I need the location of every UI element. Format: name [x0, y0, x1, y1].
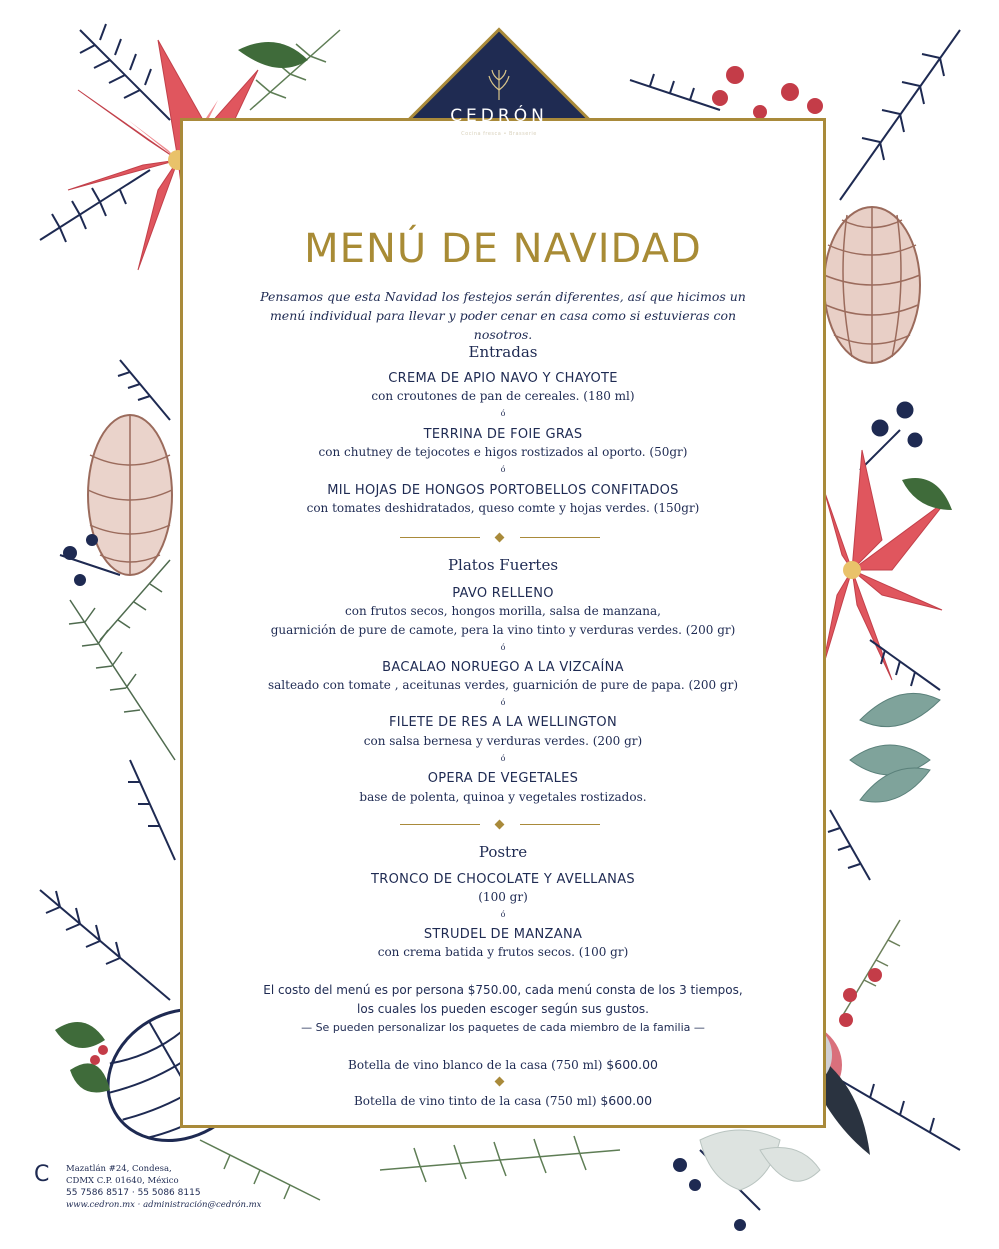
- dish-name: PAVO RELLENO: [452, 586, 554, 601]
- dish-desc: guarnición de pure de camote, pera la vino tinto y verduras verdes. (200 gr): [270, 623, 736, 637]
- footer-logo-mark: C: [34, 1162, 50, 1187]
- pine-sprig-icon: [40, 24, 170, 242]
- section-heading-entradas: Entradas: [468, 343, 538, 361]
- pine-cone-icon: [824, 207, 920, 363]
- dish-desc: con crema batida y frutos secos. (100 gr): [377, 945, 629, 959]
- or-mark: ó: [500, 643, 506, 652]
- dish-desc: con frutos secos, hongos morilla, salsa de manzana,: [345, 604, 661, 618]
- or-mark: ó: [500, 465, 506, 474]
- wine-label: Botella de vino tinto de la casa (750 ml): [353, 1094, 597, 1108]
- dish-name: STRUDEL DE MANZANA: [423, 927, 583, 942]
- price-note: los cuales los pueden escoger según sus gustos.: [357, 1002, 649, 1016]
- or-mark: ó: [500, 698, 506, 707]
- berry-icon: [712, 66, 823, 119]
- dish-name: FILETE DE RES A LA WELLINGTON: [389, 715, 617, 730]
- dish-name: OPERA DE VEGETALES: [427, 771, 579, 786]
- brand-name: CEDRÓN: [450, 106, 548, 126]
- section-divider: [400, 532, 600, 544]
- leaf-icon: [850, 693, 940, 802]
- footer-web: www.cedron.mx · administración@cedrón.mx: [66, 1200, 262, 1210]
- price-note: El costo del menú es por persona $750.00, cada menú consta de los 3 tiempos,: [263, 983, 743, 997]
- wine-price: $600.00: [606, 1057, 658, 1072]
- footer-address: C Mazatlán #24, Condesa, CDMX C.P. 01640, México 55 7586 8517 · 55 5086 8115 www.cedron.mx · administración@cedrón.mx: [34, 1162, 262, 1210]
- dish-desc: (100 gr): [478, 890, 528, 904]
- dish-name: BACALAO NORUEGO A LA VIZCAÍNA: [382, 660, 624, 675]
- dish-desc: base de polenta, quinoa y vegetales rostizados.: [359, 790, 647, 804]
- section-heading-fuertes: Platos Fuertes: [447, 556, 559, 574]
- or-mark: ó: [500, 754, 506, 763]
- dish-desc: con chutney de tejocotes e higos rostizados al oporto. (50gr): [318, 445, 688, 459]
- dish-desc: con croutones de pan de cereales. (180 ml): [371, 389, 635, 403]
- section-heading-postre: Postre: [478, 843, 528, 861]
- dish-name: TERRINA DE FOIE GRAS: [423, 427, 583, 442]
- dish-desc: con salsa bernesa y verduras verdes. (200 gr): [363, 734, 643, 748]
- or-mark: ó: [500, 910, 506, 919]
- dish-name: MIL HOJAS DE HONGOS PORTOBELLOS CONFITADOS: [327, 483, 679, 498]
- intro-text: Pensamos que esta Navidad los festejos serán diferentes, así que hicimos un menú individual para llevar y poder cenar en casa como si estuvieras con nosotros.: [260, 289, 746, 342]
- custom-note: — Se pueden personalizar los paquetes de cada miembro de la familia —: [301, 1021, 705, 1034]
- wine-price: $600.00: [600, 1093, 653, 1108]
- wine-item: [180, 1057, 826, 1072]
- dish-name: TRONCO DE CHOCOLATE Y AVELLANAS: [371, 872, 635, 887]
- dish-desc: con tomates deshidratados, queso comte y hojas verdes. (150gr): [306, 501, 700, 515]
- fir-branch-icon: [250, 30, 340, 110]
- dish-name: CREMA DE APIO NAVO Y CHAYOTE: [388, 371, 618, 386]
- dish-desc: salteado con tomate , aceitunas verdes, guarnición de pure de papa. (200 gr): [267, 678, 739, 692]
- wine-item: [180, 1093, 826, 1108]
- wine-label: Botella de vino blanco de la casa (750 ml): [348, 1058, 603, 1072]
- section-divider: [400, 819, 600, 831]
- or-mark: ó: [500, 409, 506, 418]
- brand-tagline: Cocina fresca • Brasserie: [461, 131, 537, 137]
- menu-title: MENÚ DE NAVIDAD: [304, 226, 702, 272]
